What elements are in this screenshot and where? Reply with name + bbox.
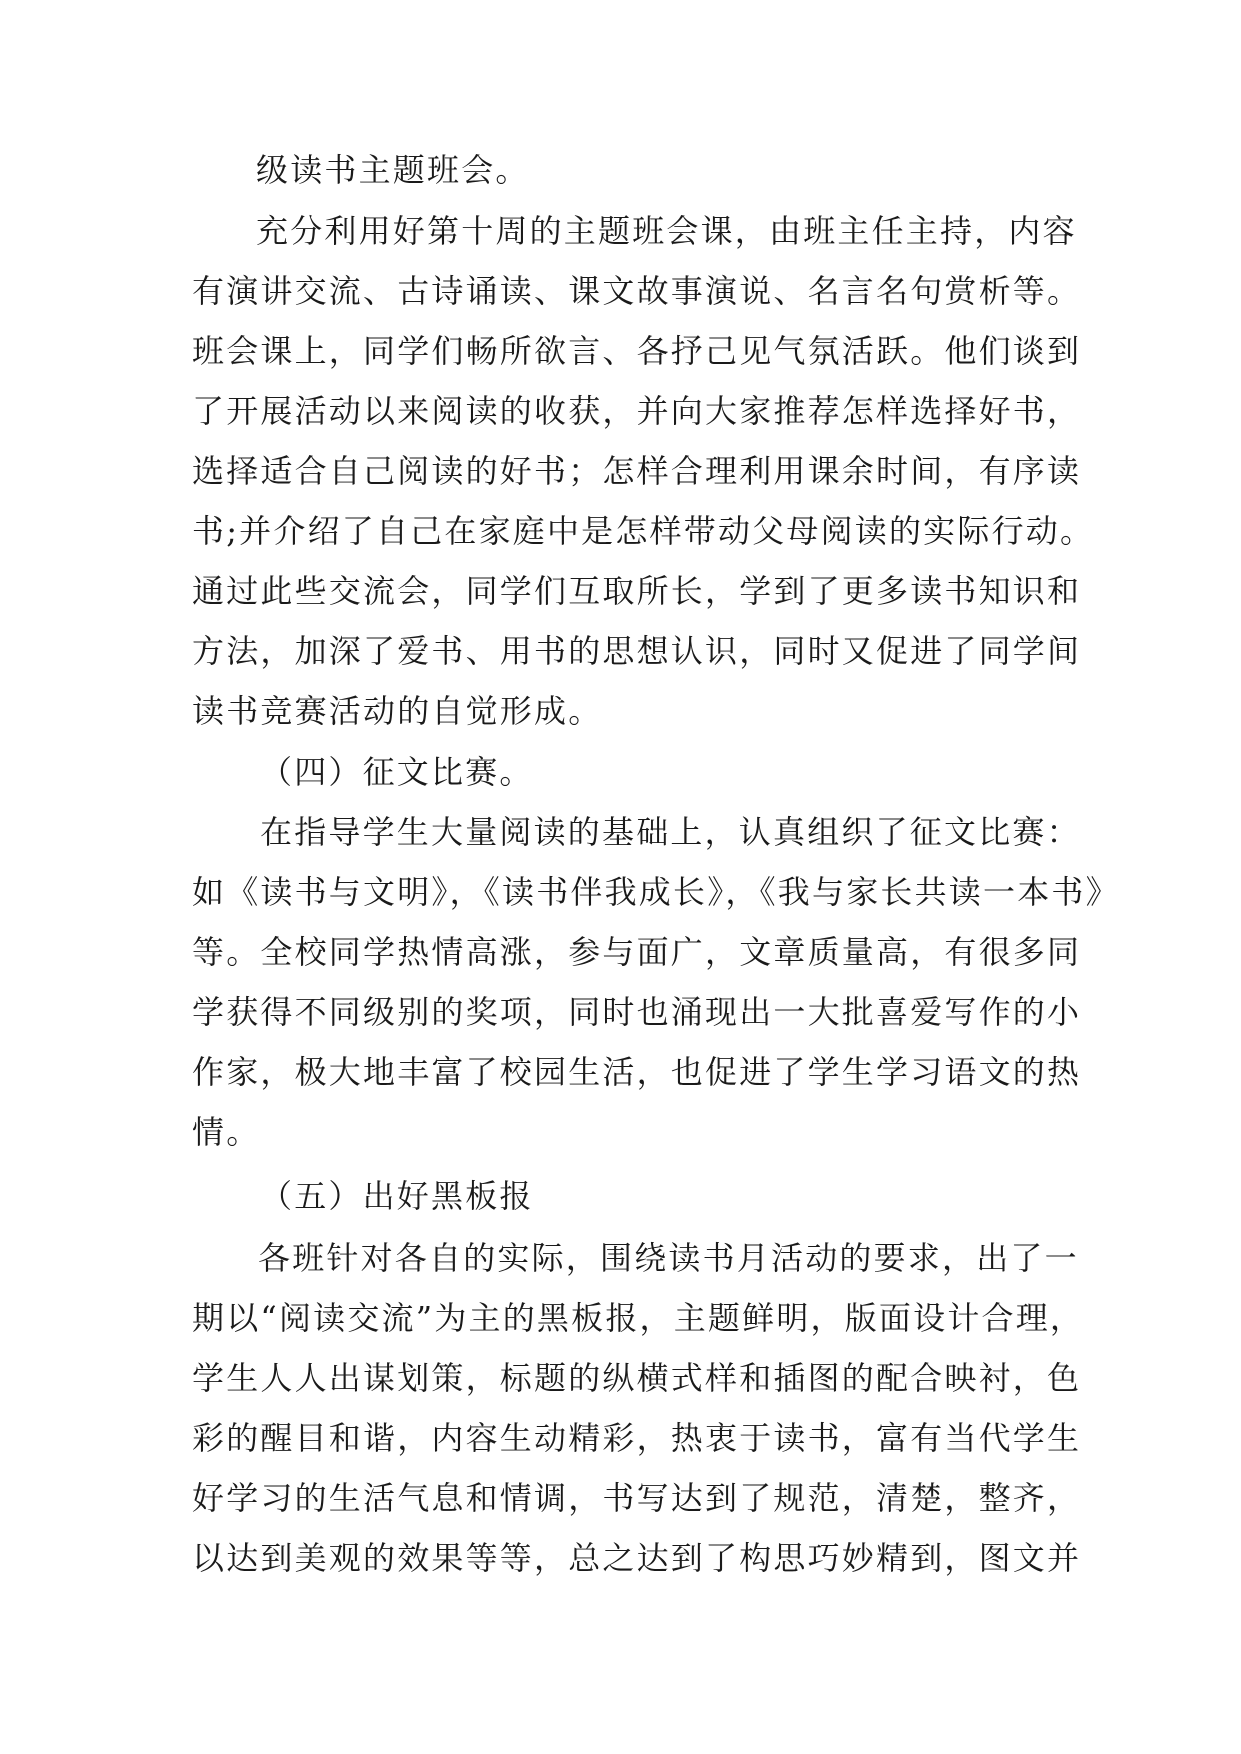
text-line: 各班针对各自的实际，围绕读书月活动的要求，出了一 <box>258 1239 1079 1277</box>
text-line: 如《读书与文明》，《读书伴我成长》，《我与家长共读一本书》 <box>192 873 1120 911</box>
text-line: 情。 <box>192 1113 261 1151</box>
text-line: 彩的醒目和谐，内容生动精彩，热衷于读书，富有当代学生 <box>192 1419 1082 1457</box>
text-line: 通过此些交流会，同学们互取所长，学到了更多读书知识和 <box>192 572 1082 610</box>
text-line: 书;并介绍了自己在家庭中是怎样带动父母阅读的实际行动。 <box>192 512 1095 550</box>
text-line: 了开展活动以来阅读的收获，并向大家推荐怎样选择好书， <box>192 392 1082 430</box>
text-line: 学生人人出谋划策，标题的纵横式样和插图的配合映衬，色 <box>192 1359 1082 1397</box>
text-line: 有演讲交流、古诗诵读、课文故事演说、名言名句赏析等。 <box>192 272 1082 310</box>
text-line: 学获得不同级别的奖项，同时也涌现出一大批喜爱写作的小 <box>192 993 1082 1031</box>
section-heading: （四）征文比赛。 <box>260 753 534 791</box>
text-line: 期以“阅读交流”为主的黑板报，主题鲜明，版面设计合理， <box>192 1299 1085 1337</box>
text-line: 好学习的生活气息和情调，书写达到了规范，清楚，整齐， <box>192 1479 1082 1517</box>
text-line: 等。全校同学热情高涨，参与面广，文章质量高，有很多同 <box>192 933 1082 971</box>
text-line: 级读书主题班会。 <box>256 151 530 189</box>
text-line: 以达到美观的效果等等，总之达到了构思巧妙精到，图文并 <box>192 1539 1082 1577</box>
text-line: 在指导学生大量阅读的基础上，认真组织了征文比赛： <box>260 813 1081 851</box>
text-line: 班会课上，同学们畅所欲言、各抒己见气氛活跃。他们谈到 <box>192 332 1082 370</box>
text-line: 充分利用好第十周的主题班会课，由班主任主持，内容 <box>256 212 1077 250</box>
text-line: 方法，加深了爱书、用书的思想认识，同时又促进了同学间 <box>192 632 1082 670</box>
section-heading: （五）出好黑板报 <box>260 1177 534 1215</box>
text-line: 选择适合自己阅读的好书；怎样合理利用课余时间，有序读 <box>192 452 1082 490</box>
text-line: 读书竞赛活动的自觉形成。 <box>192 692 603 730</box>
text-line: 作家，极大地丰富了校园生活，也促进了学生学习语文的热 <box>192 1053 1082 1091</box>
